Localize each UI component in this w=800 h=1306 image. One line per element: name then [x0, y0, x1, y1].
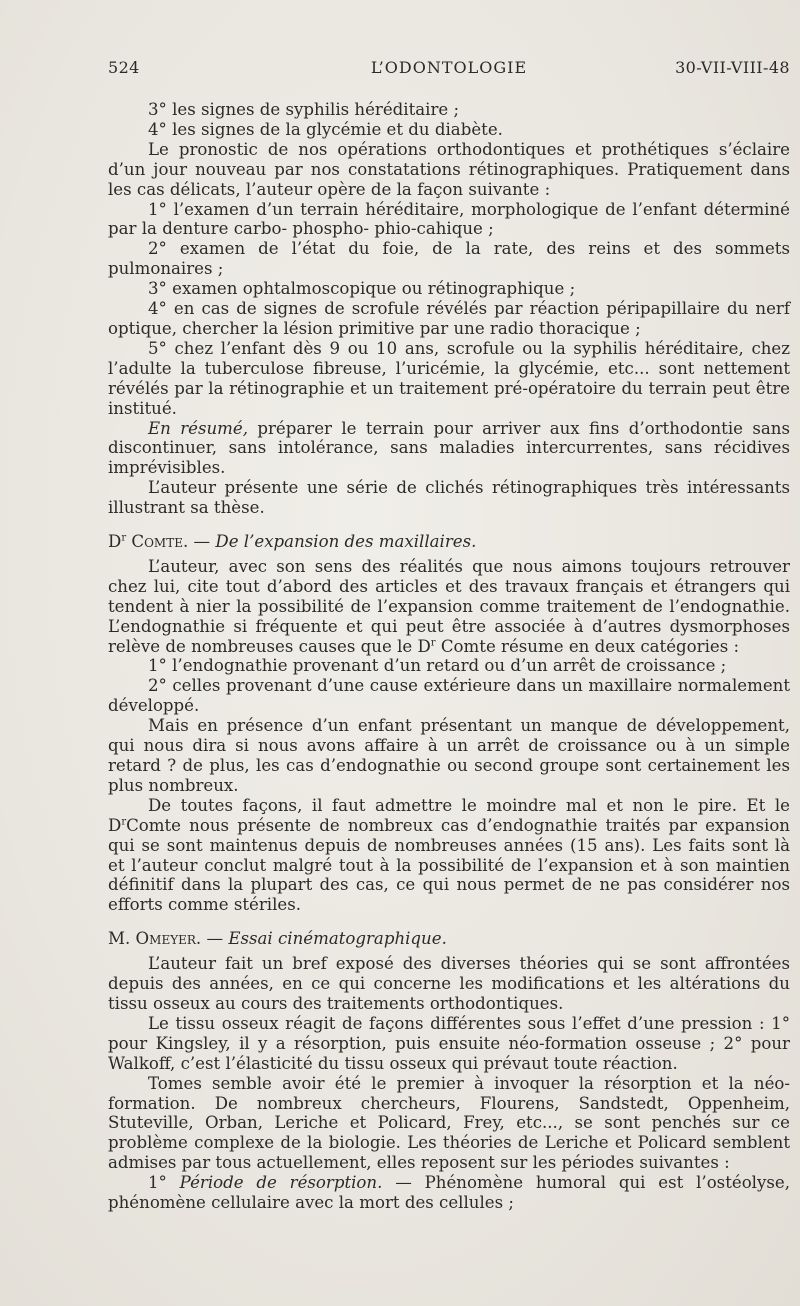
- paragraph: Tomes semble avoir été le premier à invoquer la résorption et la néo-formation. De nombreux chercheurs, Flourens, Sandstedt, Oppenheim, Stuteville, Orban, Leriche et Policard, Frey, etc..., se sont penchés sur ce problème complexe de la biologie. Les théories de Leriche et Policard semblent admises par tous actuellement, elles reposent sur les périodes suivantes :: [108, 1073, 790, 1173]
- emphasis: En résumé,: [148, 418, 248, 438]
- heading-dash: —: [201, 929, 229, 949]
- paragraph: Mais en présence d’un enfant présentant un manque de développement, qui nous dira si nous avons affaire à un arrêt de croissance ou à un simple retard ? de plus, les cas d’endognathie ou second groupe sont certainement les plus nombreux.: [108, 716, 790, 795]
- author-prefix-sup: r: [121, 532, 127, 544]
- paragraph-text: préparer le terrain pour arriver aux fins d’orthodontie sans discontinuer, sans intolérance, sans maladies intercurrentes, sans récidives imprévisibles.: [108, 418, 790, 478]
- page-header: [108, 58, 790, 82]
- body-text: [108, 100, 790, 1213]
- paragraph-text: — Phénomène humoral qui est l’ostéolyse, phénomène cellulaire avec la mort des cellules ;: [108, 1173, 790, 1213]
- paragraph: Le tissu osseux réagit de façons différentes sous l’effet d’une pression : 1° pour Kingsley, il y a résorption, puis ensuite néo-formation osseuse ; 2° pour Walkoff, c’est l’élasticité du tissu osseux qui prévaut toute réaction.: [108, 1013, 790, 1073]
- section-title: De l’expansion des maxillaires.: [215, 532, 477, 552]
- running-title: L’ODONTOLOGIE: [370, 58, 528, 77]
- paragraph-text: De toutes façons, il faut admettre le moindre mal et non le pire. Et le: [148, 795, 790, 815]
- doctor-abbrev-sup: r: [121, 816, 127, 828]
- paragraph: 2° celles provenant d’une cause extérieure dans un maxillaire normalement développé.: [108, 676, 790, 716]
- paragraph: 2° examen de l’état du foie, de la rate, des reins et des sommets pulmonaires ;: [108, 239, 790, 279]
- author-prefix: M.: [108, 929, 136, 949]
- paragraph-text: Comte résume en deux catégories :: [435, 636, 740, 656]
- paragraph: 3° examen ophtalmoscopique ou rétinographique ;: [148, 279, 576, 299]
- paragraph: [108, 419, 790, 479]
- paragraph: 4° les signes de la glycémie et du diabète.: [148, 119, 503, 139]
- paragraph: 1° l’endognathie provenant d’un retard ou d’un arrêt de croissance ;: [148, 656, 727, 676]
- paragraph: 3° les signes de syphilis héréditaire ;: [148, 100, 460, 119]
- paragraph: 4° en cas de signes de scrofule révélés par réaction péripapillaire du nerf optique, chercher la lésion primitive par une radio thoracique ;: [108, 299, 790, 338]
- page-number: 524: [108, 58, 140, 77]
- doctor-abbrev-sup: r: [430, 637, 436, 649]
- author-name: Comte.: [126, 532, 189, 552]
- section-heading-comte: [108, 532, 790, 552]
- paragraph: [108, 796, 790, 915]
- paragraph: L’auteur fait un bref exposé des diverses théories qui se sont affrontées depuis des années, en ce qui concerne les modifications et les altérations du tissu osseux au cours des traitements orthodontiques.: [108, 954, 790, 1013]
- author-name: Omeyer.: [135, 929, 202, 949]
- author-prefix: D: [108, 532, 122, 552]
- heading-dash: —: [188, 532, 216, 552]
- paragraph: 1° l’examen d’un terrain héréditaire, morphologique de l’enfant déterminé par la denture carbo- phospho- phio-cahique ;: [108, 199, 790, 239]
- doctor-abbrev: D: [108, 815, 122, 835]
- paragraph: L’auteur présente une série de clichés rétinographiques très intéressants illustrant sa thèse.: [108, 478, 790, 518]
- emphasis: Période de résorption.: [179, 1173, 383, 1193]
- section-heading-omeyer: [108, 929, 790, 949]
- paragraph: [108, 557, 790, 657]
- list-number: 1°: [148, 1173, 180, 1193]
- paragraph: [108, 1173, 790, 1213]
- paragraph: 5° chez l’enfant dès 9 ou 10 ans, scrofule ou la syphilis héréditaire, chez l’adulte la tuberculose fibreuse, l’uricémie, la glycémie, etc... sont nettement révélés par la rétinographie et un traitement pré-opératoire du terrain peut être institué.: [108, 338, 790, 418]
- paragraph: Le pronostic de nos opérations orthodontiques et prothétiques s’éclaire d’un jour nouveau par nos constatations rétinographiques. Pratiquement dans les cas délicats, l’auteur opère de la façon suivante :: [108, 139, 790, 199]
- paragraph-text: Comte nous présente de nombreux cas d’endognathie traités par expansion qui se sont maintenus depuis de nombreuses années (15 ans). Les faits sont là et l’auteur conclut malgré tout à la possibilité de l’expansion et à son maintien définitif dans la plupart des cas, ce qui nous permet de ne pas considérer nos efforts comme stériles.: [108, 815, 790, 915]
- paragraph-text: L’auteur, avec son sens des réalités que nous aimons toujours retrouver chez lui, cite tout d’abord des articles et des travaux français et étrangers qui tendent à nier la possibilité de l’expansion comme traitement de l’endognathie. L’endognathie si fréquente et qui peut être associée à d’autres dysmorphoses relève de nombreuses causes que le: [108, 556, 790, 656]
- doctor-abbrev: D: [417, 636, 431, 656]
- issue-date: 30-VII-VIII-48: [675, 58, 790, 77]
- section-title: Essai cinématographique.: [228, 929, 447, 949]
